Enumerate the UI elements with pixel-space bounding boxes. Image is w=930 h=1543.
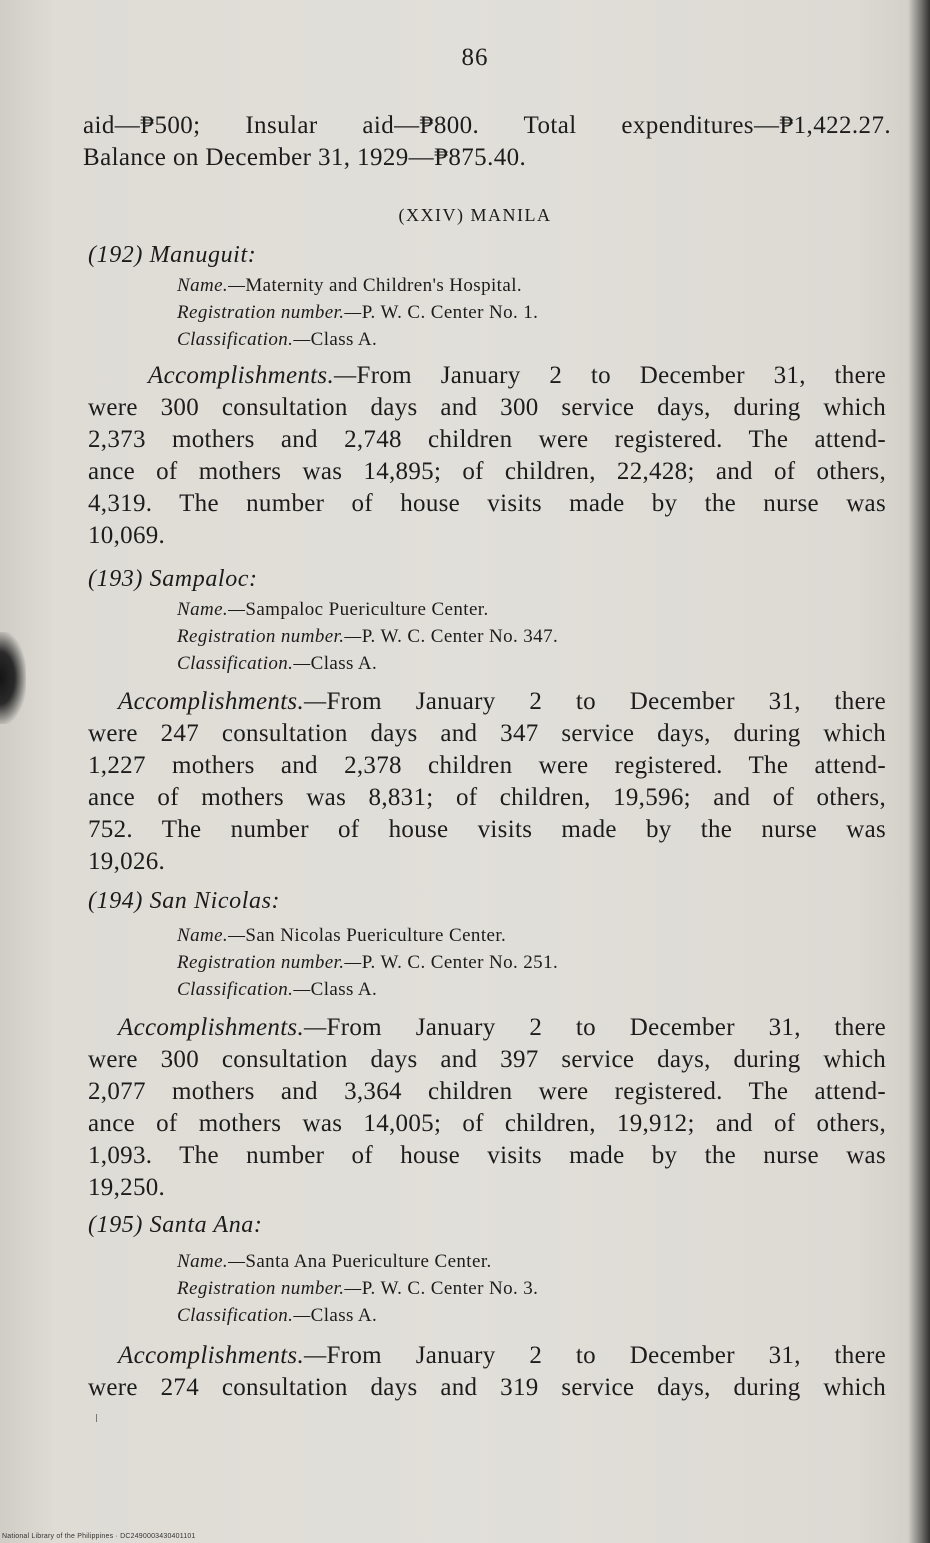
- paragraph-line: ance of mothers was 14,005; of children, 19,912; and of others,: [88, 1110, 886, 1137]
- classification-row: [177, 1302, 538, 1329]
- entry-heading-194: [88, 888, 280, 915]
- accomplishments-192: [88, 360, 886, 552]
- classification-label: Classification.—: [177, 329, 311, 350]
- registration-value: P. W. C. Center No. 3.: [361, 1278, 539, 1299]
- entry-meta-195: [177, 1248, 538, 1329]
- classification-row: [177, 976, 558, 1003]
- paragraph-line: From January 2 to December 31, there: [326, 1014, 886, 1041]
- entry-place: Santa Ana:: [149, 1212, 263, 1238]
- entry-meta-193: [177, 596, 558, 677]
- section-heading: (XXIV) MANILA: [398, 205, 552, 225]
- paragraph-line: were 247 consultation days and 347 service days, during which: [88, 720, 886, 747]
- page-number: 86: [461, 44, 489, 71]
- classification-value: Class A.: [310, 329, 378, 350]
- classification-value: Class A.: [310, 1305, 378, 1326]
- registration-label: Registration number.—: [177, 626, 362, 647]
- name-label: Name.—: [177, 275, 246, 296]
- binding-mark: [0, 632, 26, 724]
- registration-label: Registration number.—: [177, 952, 362, 973]
- paragraph-line: were 300 consultation days and 397 service days, during which: [88, 1046, 886, 1073]
- entry-number: (194): [88, 888, 143, 914]
- registration-label: Registration number.—: [177, 1278, 362, 1299]
- registration-row: [177, 623, 558, 650]
- name-row: [177, 922, 558, 949]
- entry-number: (195): [88, 1212, 143, 1238]
- name-value: Santa Ana Puericulture Center.: [245, 1251, 492, 1272]
- name-label: Name.—: [177, 925, 246, 946]
- accomplishments-194: [88, 1012, 886, 1204]
- registration-row: [177, 949, 558, 976]
- paragraph-line: ance of mothers was 14,895; of children, 22,428; and of others,: [88, 458, 886, 485]
- paragraph-line: From January 2 to December 31, there: [326, 688, 886, 715]
- classification-value: Class A.: [310, 653, 378, 674]
- name-value: Sampaloc Puericulture Center.: [245, 599, 489, 620]
- classification-value: Class A.: [310, 979, 378, 1000]
- entry-heading-193: [88, 566, 258, 593]
- intro-paragraph: [83, 110, 891, 174]
- paragraph-line: From January 2 to December 31, there: [356, 362, 886, 389]
- name-value: San Nicolas Puericulture Center.: [245, 925, 507, 946]
- name-row: [177, 1248, 538, 1275]
- name-row: [177, 596, 558, 623]
- classification-label: Classification.—: [177, 653, 311, 674]
- paragraph-line: From January 2 to December 31, there: [326, 1342, 886, 1369]
- paragraph-line: 2,077 mothers and 3,364 children were registered. The attend-: [88, 1078, 886, 1105]
- registration-value: P. W. C. Center No. 251.: [361, 952, 559, 973]
- classification-label: Classification.—: [177, 1305, 311, 1326]
- paragraph-line: were 300 consultation days and 300 service days, during which: [88, 394, 886, 421]
- classification-label: Classification.—: [177, 979, 311, 1000]
- classification-row: [177, 326, 538, 353]
- registration-row: [177, 1275, 538, 1302]
- entry-heading-192: [88, 242, 256, 269]
- intro-line-2: Balance on December 31, 1929—₱875.40.: [83, 144, 527, 171]
- entry-heading-195: [88, 1212, 262, 1239]
- paragraph-line: 1,093. The number of house visits made by the nurse was: [88, 1142, 886, 1169]
- accomplishments-195: [88, 1340, 886, 1404]
- accomplishments-label: Accomplishments.—: [118, 1342, 327, 1369]
- scan-footer: National Library of the Philippines · DC2490003430401101: [2, 1533, 196, 1540]
- paragraph-line: 19,026.: [88, 848, 166, 875]
- registration-value: P. W. C. Center No. 1.: [361, 302, 539, 323]
- entry-number: (193): [88, 566, 143, 592]
- name-row: [177, 272, 538, 299]
- accomplishments-label: Accomplishments.—: [118, 1014, 327, 1041]
- paragraph-line: 4,319. The number of house visits made by the nurse was: [88, 490, 886, 517]
- entry-number: (192): [88, 242, 143, 268]
- classification-row: [177, 650, 558, 677]
- accomplishments-label: Accomplishments.—: [118, 688, 327, 715]
- name-label: Name.—: [177, 1251, 246, 1272]
- name-label: Name.—: [177, 599, 246, 620]
- paragraph-line: were 274 consultation days and 319 service days, during which: [88, 1374, 886, 1401]
- entry-place: Manuguit:: [149, 242, 257, 268]
- intro-line-1: aid—₱500; Insular aid—₱800. Total expenditures—₱1,422.27.: [83, 112, 891, 139]
- page-edge-shadow: [908, 0, 930, 1543]
- paragraph-line: 752. The number of house visits made by the nurse was: [88, 816, 886, 843]
- entry-place: Sampaloc:: [149, 566, 258, 592]
- paragraph-line: 2,373 mothers and 2,748 children were registered. The attend-: [88, 426, 886, 453]
- accomplishments-label: Accomplishments.—: [148, 362, 357, 389]
- paragraph-line: ance of mothers was 8,831; of children, 19,596; and of others,: [88, 784, 886, 811]
- registration-label: Registration number.—: [177, 302, 362, 323]
- entry-meta-194: [177, 922, 558, 1003]
- entry-meta-192: [177, 272, 538, 353]
- scan-artifact: [96, 1414, 97, 1422]
- accomplishments-193: [88, 686, 886, 878]
- name-value: Maternity and Children's Hospital.: [245, 275, 523, 296]
- entry-place: San Nicolas:: [149, 888, 281, 914]
- paragraph-line: 10,069.: [88, 522, 166, 549]
- paragraph-line: 1,227 mothers and 2,378 children were registered. The attend-: [88, 752, 886, 779]
- paragraph-line: 19,250.: [88, 1174, 166, 1201]
- registration-value: P. W. C. Center No. 347.: [361, 626, 559, 647]
- registration-row: [177, 299, 538, 326]
